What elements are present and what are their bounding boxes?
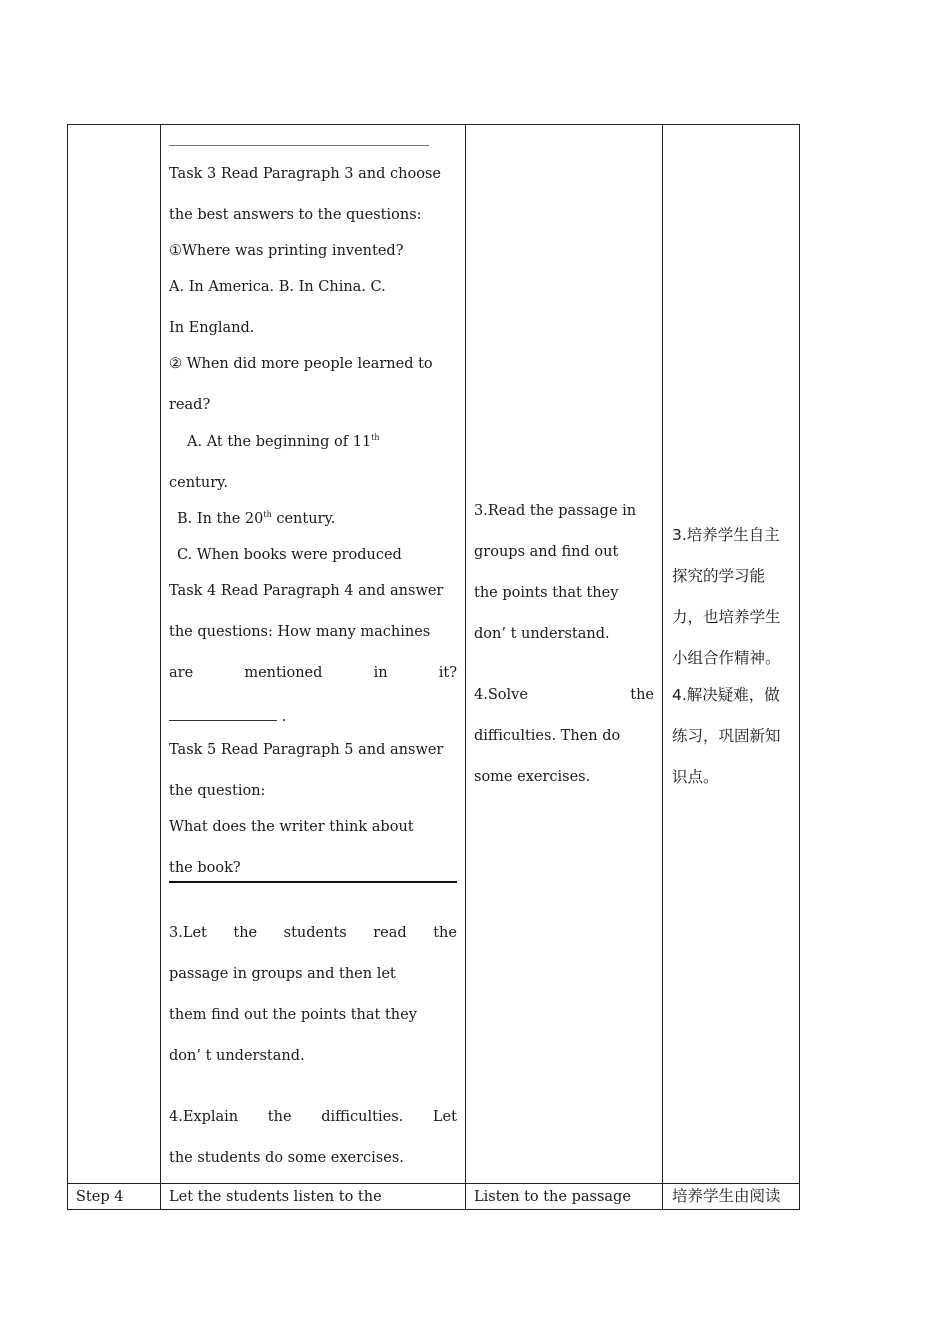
task4-line1: Task 4 Read Paragraph 4 and answer — [169, 583, 444, 599]
teacher-step4-line2: the students do some exercises. — [169, 1150, 404, 1166]
student-step3-line1: 3.Read the passage in — [474, 503, 637, 519]
teacher-step3-line4: don’ t understand. — [169, 1048, 305, 1064]
task4-line3: are mentioned in it? — [169, 665, 457, 681]
purpose-step3-line4: 小组合作精神。 — [672, 649, 781, 667]
task5-line2: the question: — [169, 783, 266, 799]
task3-title-line2: the best answers to the questions: — [169, 207, 422, 223]
student-step3-line2: groups and find out — [474, 544, 619, 560]
bottom-teacher-text: Let the students listen to the — [169, 1189, 382, 1205]
task5-line4: the book? — [169, 860, 241, 876]
student-step3-line3: the points that they — [474, 585, 619, 601]
question-2-option-c: C. When books were produced — [177, 547, 402, 563]
question-2-option-b: B. In the 20th century. — [177, 510, 336, 527]
task4-answer-blank: . — [169, 708, 286, 725]
task4-line2: the questions: How many machines — [169, 624, 431, 640]
task5-line3: What does the writer think about — [169, 819, 414, 835]
question-1: ①Where was printing invented? — [169, 243, 404, 259]
student-step4-line2: difficulties. Then do — [474, 728, 621, 744]
teacher-step4-line1: 4.Explain the difficulties. Let — [169, 1109, 457, 1125]
teacher-step3-line1: 3.Let the students read the — [169, 925, 457, 941]
question-2-line2: read? — [169, 397, 211, 413]
column-divider-1 — [160, 124, 161, 1210]
bottom-student-text: Listen to the passage — [474, 1189, 631, 1205]
answer-blank-line — [169, 708, 277, 721]
question-2-line1: ② When did more people learned to — [169, 356, 433, 372]
task3-title-line1: Task 3 Read Paragraph 3 and choose — [169, 166, 441, 182]
task5-answer-line — [169, 881, 457, 883]
student-step4-line1: 4.Solve the — [474, 687, 654, 703]
question-2-option-a-line1: A. At the beginning of 11th — [187, 433, 380, 450]
column-divider-3 — [662, 124, 663, 1210]
teacher-step3-line3: them find out the points that they — [169, 1007, 417, 1023]
question-1-options-line1: A. In America. B. In China. C. — [169, 279, 386, 295]
step-label: Step 4 — [76, 1189, 124, 1205]
student-step4-line3: some exercises. — [474, 769, 591, 785]
purpose-step3-line3: 力，也培养学生 — [672, 608, 781, 626]
bottom-purpose-text: 培养学生由阅读 — [672, 1187, 781, 1205]
purpose-step3-line2: 探究的学习能 — [672, 567, 766, 585]
question-2-option-a-line2: century. — [169, 475, 229, 491]
purpose-step4-line2: 练习，巩固新知 — [672, 727, 781, 745]
superscript-th: th — [371, 433, 380, 442]
top-answer-line — [169, 145, 429, 146]
student-step3-line4: don’ t understand. — [474, 626, 610, 642]
purpose-step4-line3: 识点。 — [672, 768, 719, 786]
superscript-th: th — [263, 510, 272, 519]
column-divider-2 — [465, 124, 466, 1210]
row-divider — [67, 1183, 800, 1184]
purpose-step3-line1: 3.培养学生自主 — [672, 526, 780, 544]
purpose-step4-line1: 4.解决疑难，做 — [672, 686, 780, 704]
question-1-options-line2: In England. — [169, 320, 255, 336]
task5-line1: Task 5 Read Paragraph 5 and answer — [169, 742, 444, 758]
teacher-step3-line2: passage in groups and then let — [169, 966, 396, 982]
